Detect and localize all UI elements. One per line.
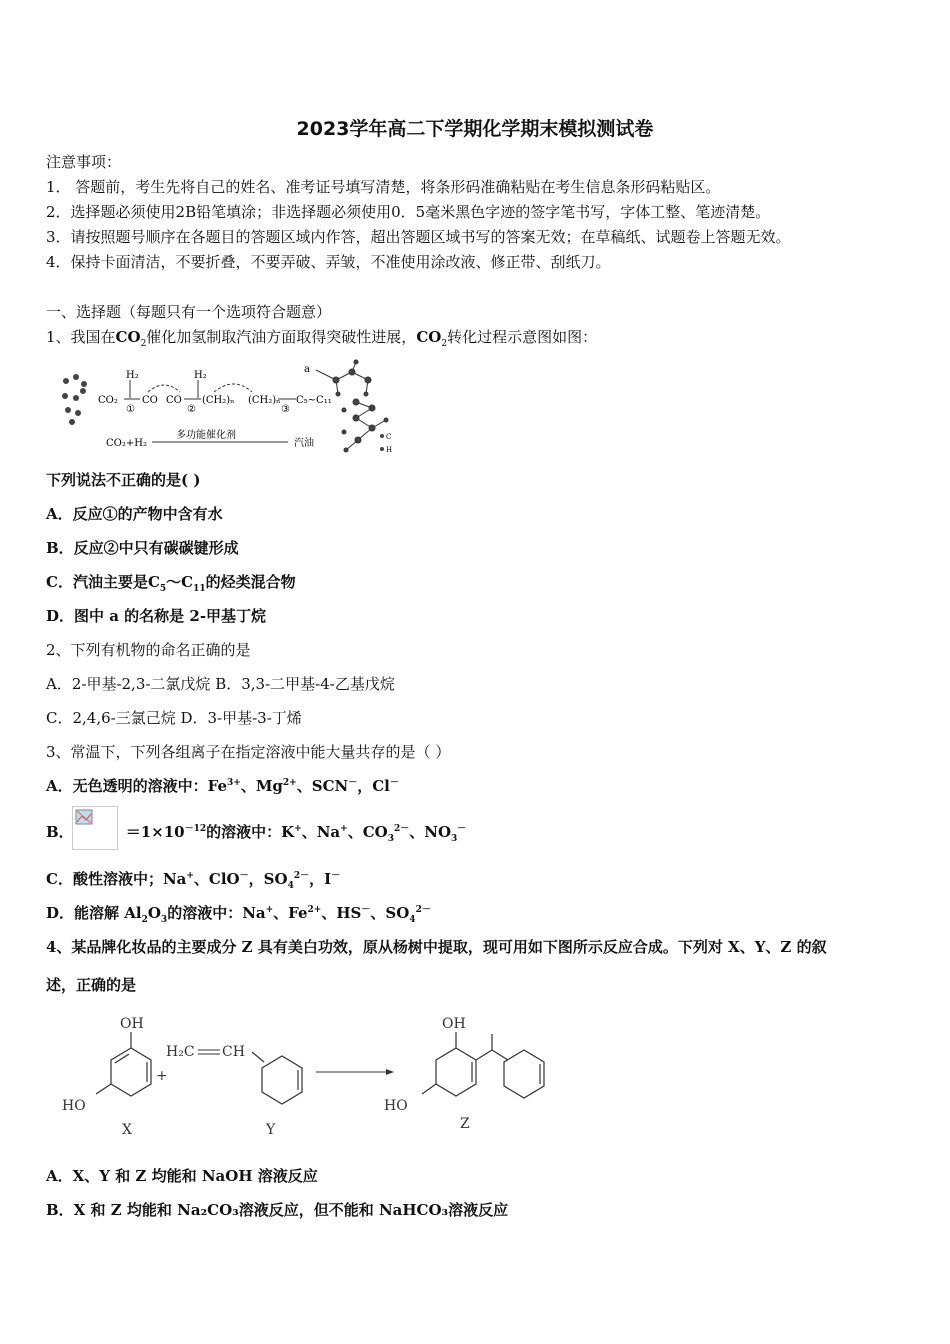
label-gasoline: 汽油: [294, 438, 314, 449]
z-ho-label: HO: [384, 1098, 408, 1114]
label-co: CO: [142, 395, 158, 406]
q4-option-a: A．X、Y 和 Z 均能和 NaOH 溶液反应: [46, 1167, 318, 1185]
plus-sign: +: [156, 1068, 168, 1084]
label-catalyst: 多功能催化剂: [176, 430, 236, 441]
co2-conversion-figure: [56, 358, 406, 460]
label-step3: ③: [281, 404, 290, 415]
compound-z-label: Z: [460, 1116, 470, 1132]
q1-option-d: D．图中 a 的名称是 2-甲基丁烷: [46, 607, 267, 625]
notice-item: 4．保持卡面清洁，不要折叠，不要弄破、弄皱，不准使用涂改液、修正带、刮纸刀。: [46, 253, 611, 271]
q4-stem-cont: 述，正确的是: [46, 976, 137, 994]
section-heading: 一、选择题（每题只有一个选项符合题意）: [46, 303, 332, 321]
q4-stem: 4、某品牌化妆品的主要成分 Z 具有美白功效，原从杨树中提取，现可用如下图所示反应合成。下列对 X、Y、Z 的叙: [46, 938, 827, 956]
label-c5c11: C₅~C₁₁: [296, 395, 332, 406]
y-ch-label: CH: [222, 1044, 245, 1060]
label-ch2n: (CH₂)ₙ: [202, 395, 235, 406]
q3-option-a: A．无色透明的溶液中：$Fe^{3+}$、$Mg^{2+}$、SCN－，Cl－: [46, 777, 399, 795]
molecule-cluster-icon: [62, 374, 87, 425]
q1-prompt: 下列说法不正确的是( ): [46, 471, 201, 489]
label-h2: H₂: [194, 370, 207, 381]
compound-x-structure: [96, 1032, 151, 1096]
x-oh-label: OH: [120, 1016, 144, 1032]
compound-y-label: Y: [266, 1122, 276, 1138]
notice-item: 1． 答题前，考生先将自己的姓名、准考证号填写清楚，将条形码准确粘贴在考生信息条形码粘贴区。: [46, 178, 721, 196]
label-co2-h2: CO₂+H₂: [106, 438, 147, 449]
label-a: a: [304, 364, 310, 375]
q3-option-b: B． $=1\times 10^{-12}$的溶液中：K+、Na+、$CO_3^{2-}$、$NO_3^-$: [46, 823, 467, 844]
label-step2: ②: [187, 404, 196, 415]
q3-option-c: C．酸性溶液中；Na+、ClO－，$SO_4^{2-}$，I－: [46, 870, 341, 891]
legend-c: C: [386, 433, 392, 441]
z-oh-label: OH: [442, 1016, 466, 1032]
label-h2: H₂: [126, 370, 139, 381]
compound-z-structure: [422, 1032, 544, 1098]
compound-y-structure: [252, 1052, 302, 1104]
label-co2: CO₂: [98, 395, 118, 406]
compound-x-label: X: [122, 1122, 132, 1138]
label-step1: ①: [126, 404, 135, 415]
notice-item: 3．请按照题号顺序在各题目的答题区域内作答，超出答题区域书写的答案无效；在草稿纸、试题卷上答题无效。: [46, 228, 791, 246]
notice-item: 2．选择题必须使用2B铅笔填涂；非选择题必须使用0．5毫米黑色字迹的签字笔书写，字体工整、笔迹清楚。: [46, 203, 771, 221]
q1-option-b: B．反应②中只有碳碳键形成: [46, 539, 239, 557]
q3-option-d: D．能溶解 $Al_2O_3$的溶液中：Na+、$Fe^{2+}$、HS－、$SO_4^{2-}$: [46, 904, 431, 925]
label-co: CO: [166, 395, 182, 406]
q2-options-ab: A．2-甲基-2,3-二氯戊烷 B．3,3-二甲基-4-乙基戊烷: [46, 675, 395, 693]
q1-option-c: C．汽油主要是$C_5\sim C_{11}$的烃类混合物: [46, 573, 296, 594]
label-ch2n: (CH₂)ₙ: [248, 395, 281, 406]
q3-stem: 3、常温下，下列各组离子在指定溶液中能大量共存的是（ ）: [46, 743, 451, 761]
x-ho-label: HO: [62, 1098, 86, 1114]
legend-h: H: [386, 446, 393, 454]
hydrocarbon-ball-stick-icon: [316, 360, 388, 452]
notice-heading: 注意事项：: [46, 153, 122, 171]
q1-stem: 1、我国在$CO_2$催化加氢制取汽油方面取得突破性进展，$CO_2$转化过程示意图如图：: [46, 328, 598, 349]
y-h2c-label: H₂C: [166, 1044, 195, 1060]
q4-option-b: B．X 和 Z 均能和 Na₂CO₃溶液反应，但不能和 NaHCO₃溶液反应: [46, 1201, 509, 1219]
q1-option-a: A．反应①的产物中含有水: [46, 505, 223, 523]
page-title: 2023学年高二下学期化学期末模拟测试卷: [296, 118, 654, 140]
q2-options-cd: C．2,4,6-三氯己烷 D．3-甲基-3-丁烯: [46, 709, 302, 727]
q2-stem: 2、下列有机物的命名正确的是: [46, 641, 251, 659]
reaction-scheme-figure: [56, 1010, 556, 1140]
